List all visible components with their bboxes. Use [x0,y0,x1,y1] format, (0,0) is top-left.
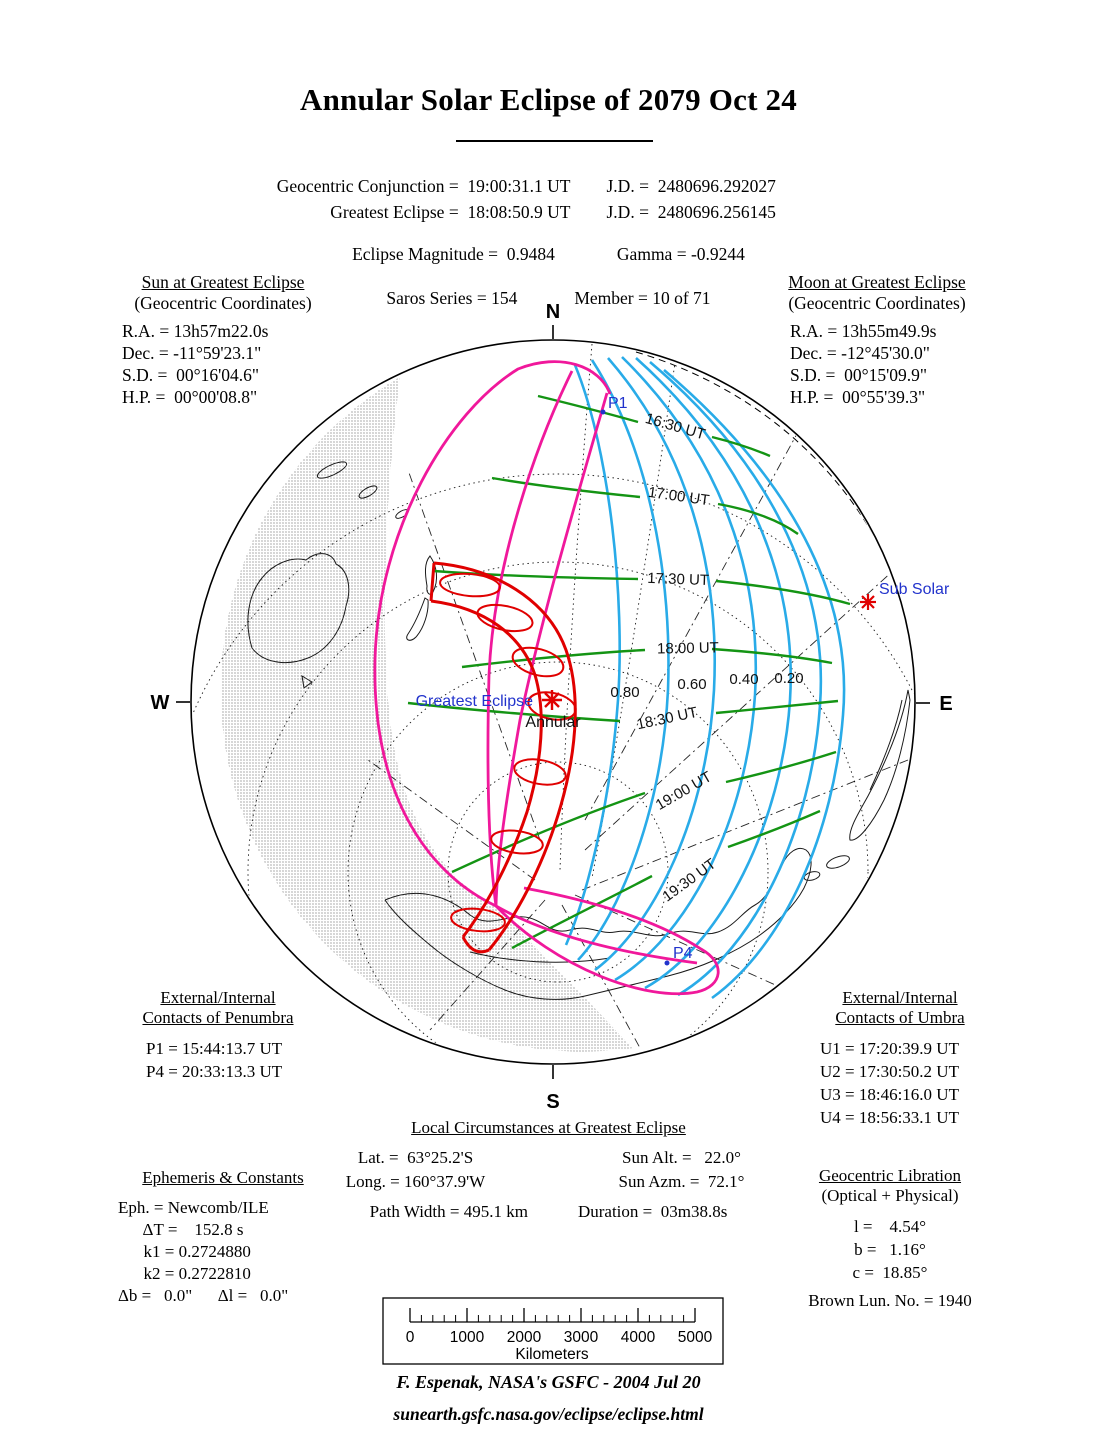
ut-label-1930: 19:30 UT [659,855,720,906]
scale-tick-3000: 3000 [563,1329,599,1346]
conjunction-jd: J.D. = 2480696.292027 [606,176,776,196]
local-title: Local Circumstances at Greatest Eclipse [411,1118,686,1137]
mag-label-060: 0.60 [677,676,707,693]
local-sun-alt: Sun Alt. = 22.0° [622,1148,741,1167]
compass-south-label: S [546,1091,560,1113]
greatest-eclipse-marker [542,690,562,710]
sun-dec: Dec. = -11°59'23.1" [122,343,262,363]
annular-label: Annular [525,714,581,731]
moon-hp: H.P. = 00°55'39.3" [790,387,926,407]
mag-label-020: 0.20 [774,670,804,687]
umbra-title-1: External/Internal [842,988,958,1007]
brown-lunation-number: Brown Lun. No. = 1940 [808,1291,972,1310]
moon-dec: Dec. = -12°45'30.0" [790,343,930,363]
mag-label-080: 0.80 [610,684,640,701]
sun-ra: R.A. = 13h57m22.0s [122,321,269,341]
sub-solar-marker [860,594,876,610]
ut-label-1630: 16:30 UT [643,409,708,444]
p4-point [665,961,670,966]
local-path-width: Path Width = 495.1 km [369,1202,528,1221]
ephemeris-panel [118,1168,328,1307]
libration-l: l = 4.54° [853,1217,927,1236]
libration-c: c = 18.85° [852,1263,928,1282]
greatest-eclipse-row [0,202,1097,223]
ut-label-1700: 17:00 UT [646,483,711,510]
scale-minor-ticks [421,1315,683,1322]
moon-sd: S.D. = 00°15'09.9" [790,365,928,385]
compass-east-label: E [939,693,953,715]
umbra-title-2: Contacts of Umbra [835,1008,965,1027]
ephemeris-eph: Eph. = Newcomb/ILE [118,1198,269,1217]
source-url: sunearth.gsfc.nasa.gov/eclipse/eclipse.html [393,1404,704,1424]
sun-sd: S.D. = 00°16'04.6" [122,365,260,385]
scale-unit-label: Kilometers [515,1346,589,1363]
sub-solar-label: Sub Solar [879,581,950,598]
libration-b: b = 1.16° [854,1240,926,1259]
ut-label-1730: 17:30 UT [647,569,710,590]
mag-label-040: 0.40 [729,671,759,688]
penumbra-p4: P4 = 20:33:13.3 UT [146,1062,283,1081]
moon-panel-subtitle: (Geocentric Coordinates) [788,293,966,313]
greatest-eclipse-value: Greatest Eclipse = 18:08:50.9 UT [330,202,571,222]
moon-ra: R.A. = 13h55m49.9s [790,321,937,341]
ephemeris-delta-t: ΔT = 152.8 s [118,1220,244,1239]
magnitude-value: Eclipse Magnitude = 0.9484 [352,244,555,264]
scale-tick-4000: 4000 [620,1329,656,1346]
local-lat: Lat. = 63°25.2'S [357,1148,474,1167]
umbra-u4: U4 = 18:56:33.1 UT [820,1108,959,1127]
p1-label: P1 [608,395,628,412]
penumbra-title-2: Contacts of Penumbra [142,1008,294,1027]
conjunction-row [0,176,1097,197]
moon-panel-title: Moon at Greatest Eclipse [788,272,966,292]
p4-label: P4 [673,945,693,962]
moon-coordinates-panel [762,272,992,408]
saros-value: Saros Series = 154 [386,288,518,308]
local-long: Long. = 160°37.9'W [345,1172,486,1191]
page-title: Annular Solar Eclipse of 2079 Oct 24 [300,82,797,117]
local-duration: Duration = 03m38.8s [577,1202,728,1221]
ut-label-1900: 19:00 UT [652,768,715,814]
p1-point [601,410,606,415]
libration-title: Geocentric Libration [818,1166,962,1185]
conjunction-value: Geocentric Conjunction = 19:00:31.1 UT [276,176,571,196]
scale-major-ticks [410,1308,695,1322]
ephemeris-delta-b-l: Δb = 0.0" Δl = 0.0" [118,1286,289,1305]
umbra-u3: U3 = 18:46:16.0 UT [820,1085,959,1104]
magnitude-row [0,244,1097,265]
penumbra-title-1: External/Internal [160,988,276,1007]
libration-panel [785,1166,995,1311]
scale-bar [383,1298,723,1364]
sun-hp: H.P. = 00°00'08.8" [122,387,258,407]
umbra-u2: U2 = 17:30:50.2 UT [820,1062,959,1081]
ephemeris-k2: k2 = 0.2722810 [118,1264,251,1283]
umbra-u1: U1 = 17:20:39.9 UT [820,1039,959,1058]
sun-panel-title: Sun at Greatest Eclipse [141,272,305,292]
scale-tick-0: 0 [405,1329,415,1346]
greatest-eclipse-jd: J.D. = 2480696.256145 [606,202,776,222]
compass-north-label: N [545,301,561,323]
umbra-contacts-panel [800,988,1000,1129]
greatest-eclipse-label: Greatest Eclipse [415,693,533,710]
scale-tick-2000: 2000 [506,1329,542,1346]
penumbra-contacts-panel [118,988,318,1083]
scale-tick-labels [406,1329,713,1346]
scale-tick-5000: 5000 [677,1329,713,1346]
scale-tick-1000: 1000 [449,1329,485,1346]
gamma-value: Gamma = -0.9244 [616,244,745,264]
sun-panel-subtitle: (Geocentric Coordinates) [134,293,312,313]
member-value: Member = 10 of 71 [574,288,711,308]
libration-subtitle: (Optical + Physical) [821,1186,959,1205]
penumbra-p1: P1 = 15:44:13.7 UT [146,1039,283,1058]
compass-west-label: W [150,692,170,714]
local-sun-azm: Sun Azm. = 72.1° [618,1172,745,1191]
ephemeris-k1: k1 = 0.2724880 [118,1242,251,1261]
sun-coordinates-panel [108,272,338,408]
ephemeris-title: Ephemeris & Constants [142,1168,304,1187]
ut-label-1830: 18:30 UT [635,703,700,734]
ut-label-1800: 18:00 UT [656,639,719,658]
credit-line: F. Espenak, NASA's GSFC - 2004 Jul 20 [396,1372,701,1392]
title-underline [456,140,653,142]
